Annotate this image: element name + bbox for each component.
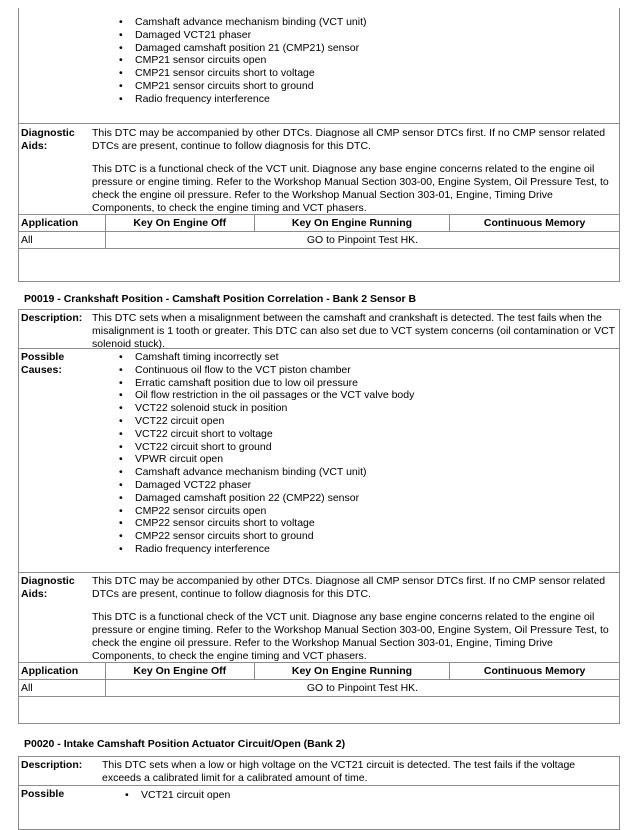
list-item: • CMP21 sensor circuits short to ground: [117, 80, 367, 93]
divider: [18, 281, 620, 282]
diagnostic-aids-text: This DTC may be accompanied by other DTCs. Diagnose all CMP sensor DTCs first. If no CMP sensor related DTCs are present, continue to follow diagnosis for this DTC.: [92, 127, 606, 152]
diagnostic-aids-text: This DTC may be accompanied by other DTCs. Diagnose all CMP sensor DTCs first. If no CMP sensor related DTCs are present, continue to follow diagnosis for this DTC.: [92, 575, 606, 600]
p0019-causes-list: [117, 351, 414, 556]
list-item: • Damaged camshaft position 22 (CMP22) sensor: [117, 492, 414, 505]
p0019-causes-box: [18, 348, 620, 573]
list-item: • Radio frequency interference: [117, 93, 367, 106]
section-title-p0020: P0020 - Intake Camshaft Position Actuator Circuit/Open (Bank 2): [24, 738, 346, 750]
list-item: • Camshaft advance mechanism binding (VCT unit): [117, 16, 367, 29]
list-item: • Erratic camshaft position due to low oil pressure: [117, 377, 414, 390]
col-header-application: Application: [19, 663, 106, 680]
top-causes-list: [117, 16, 367, 106]
col-header-koer: Key On Engine Running: [254, 215, 450, 232]
p0020-causes-box: [18, 785, 620, 830]
list-item: • VCT22 solenoid stuck in position: [117, 402, 414, 415]
col-header-continuous-memory: Continuous Memory: [450, 663, 620, 680]
table-cell-application: All: [19, 232, 106, 249]
col-header-koeo: Key On Engine Off: [105, 663, 254, 680]
col-header-application: Application: [19, 215, 106, 232]
list-item: • VPWR circuit open: [117, 453, 414, 466]
diagnostic-aids-text: This DTC is a functional check of the VCT unit. Diagnose any base engine concerns related to the engine oil pressure or engine timing. Refer to the Workshop Manual Section 303-00, Engine System, Oil Pressure Test, to check the engine oil pressure. Refer to the Workshop Manual Section 303-01, Engine, Timing Drive Components, to check the engine timing and VCT phasers.: [92, 163, 609, 214]
table-row: [19, 680, 620, 697]
p0020-causes-list: [123, 789, 230, 802]
p0019-diagnostic-aids-box: [18, 572, 620, 663]
col-header-koer: Key On Engine Running: [254, 663, 450, 680]
application-table: [18, 662, 620, 697]
possible-causes-label: Possible: [21, 788, 65, 800]
p0019-description-box: [18, 309, 620, 349]
description-text: This DTC sets when a misalignment between the camshaft and crankshaft is detected. The test fails when the misalignment is 1 tooth or greater. This DTC can also set due to VCT system concerns (oil contamination or VCT solenoid stuck).: [92, 312, 615, 350]
list-item: • VCT22 circuit short to voltage: [117, 428, 414, 441]
top-application-table-wrap: [18, 214, 620, 248]
list-item: • CMP21 sensor circuits open: [117, 54, 367, 67]
pinpoint-test-link[interactable]: GO to Pinpoint Test HK.: [105, 680, 619, 697]
list-item: • CMP21 sensor circuits short to voltage: [117, 67, 367, 80]
description-label: Description:: [21, 759, 83, 771]
list-item: • Radio frequency interference: [117, 543, 414, 556]
diagnostic-aids-text: This DTC is a functional check of the VCT unit. Diagnose any base engine concerns related to the engine oil pressure or engine timing. Refer to the Workshop Manual Section 303-00, Engine System, Oil Pressure Test, to check the engine oil pressure. Refer to the Workshop Manual Section 303-01, Engine, Timing Drive Components, to check the engine timing and VCT phasers.: [92, 611, 609, 662]
possible-causes-label: Possible Causes:: [21, 351, 65, 376]
top-causes-box: [18, 8, 620, 124]
list-item: • CMP22 sensor circuits open: [117, 505, 414, 518]
list-item: • Camshaft advance mechanism binding (VCT unit): [117, 466, 414, 479]
diagnostic-aids-label: Diagnostic Aids:: [21, 127, 75, 152]
list-item: • Damaged VCT21 phaser: [117, 29, 367, 42]
list-item: • VCT22 circuit short to ground: [117, 441, 414, 454]
application-table: [18, 214, 620, 249]
p0019-application-table-wrap: [18, 662, 620, 696]
divider: [619, 696, 620, 724]
top-diagnostic-aids-box: [18, 124, 620, 215]
description-text: This DTC sets when a low or high voltage on the VCT21 circuit is detected. The test fails if the voltage exceeds a calibrated limit for a calibrated amount of time.: [102, 759, 576, 784]
col-header-koeo: Key On Engine Off: [105, 215, 254, 232]
divider: [619, 248, 620, 282]
list-item: • VCT22 circuit open: [117, 415, 414, 428]
description-label: Description:: [21, 312, 83, 324]
list-item: • VCT21 circuit open: [123, 789, 230, 802]
divider: [18, 696, 19, 724]
list-item: • Damaged VCT22 phaser: [117, 479, 414, 492]
list-item: • CMP22 sensor circuits short to ground: [117, 530, 414, 543]
list-item: • Camshaft timing incorrectly set: [117, 351, 414, 364]
section-title-p0019: P0019 - Crankshaft Position - Camshaft Position Correlation - Bank 2 Sensor B: [24, 293, 417, 305]
p0020-description-box: [18, 756, 620, 786]
divider: [18, 248, 19, 282]
list-item: • Oil flow restriction in the oil passages or the VCT valve body: [117, 389, 414, 402]
list-item: • Continuous oil flow to the VCT piston chamber: [117, 364, 414, 377]
divider: [18, 723, 620, 724]
list-item: • CMP22 sensor circuits short to voltage: [117, 517, 414, 530]
pinpoint-test-link[interactable]: GO to Pinpoint Test HK.: [105, 232, 619, 249]
table-row: [19, 232, 620, 249]
diagnostic-aids-label: Diagnostic Aids:: [21, 575, 75, 600]
list-item: • Damaged camshaft position 21 (CMP21) sensor: [117, 42, 367, 55]
col-header-continuous-memory: Continuous Memory: [450, 215, 620, 232]
table-cell-application: All: [19, 680, 106, 697]
